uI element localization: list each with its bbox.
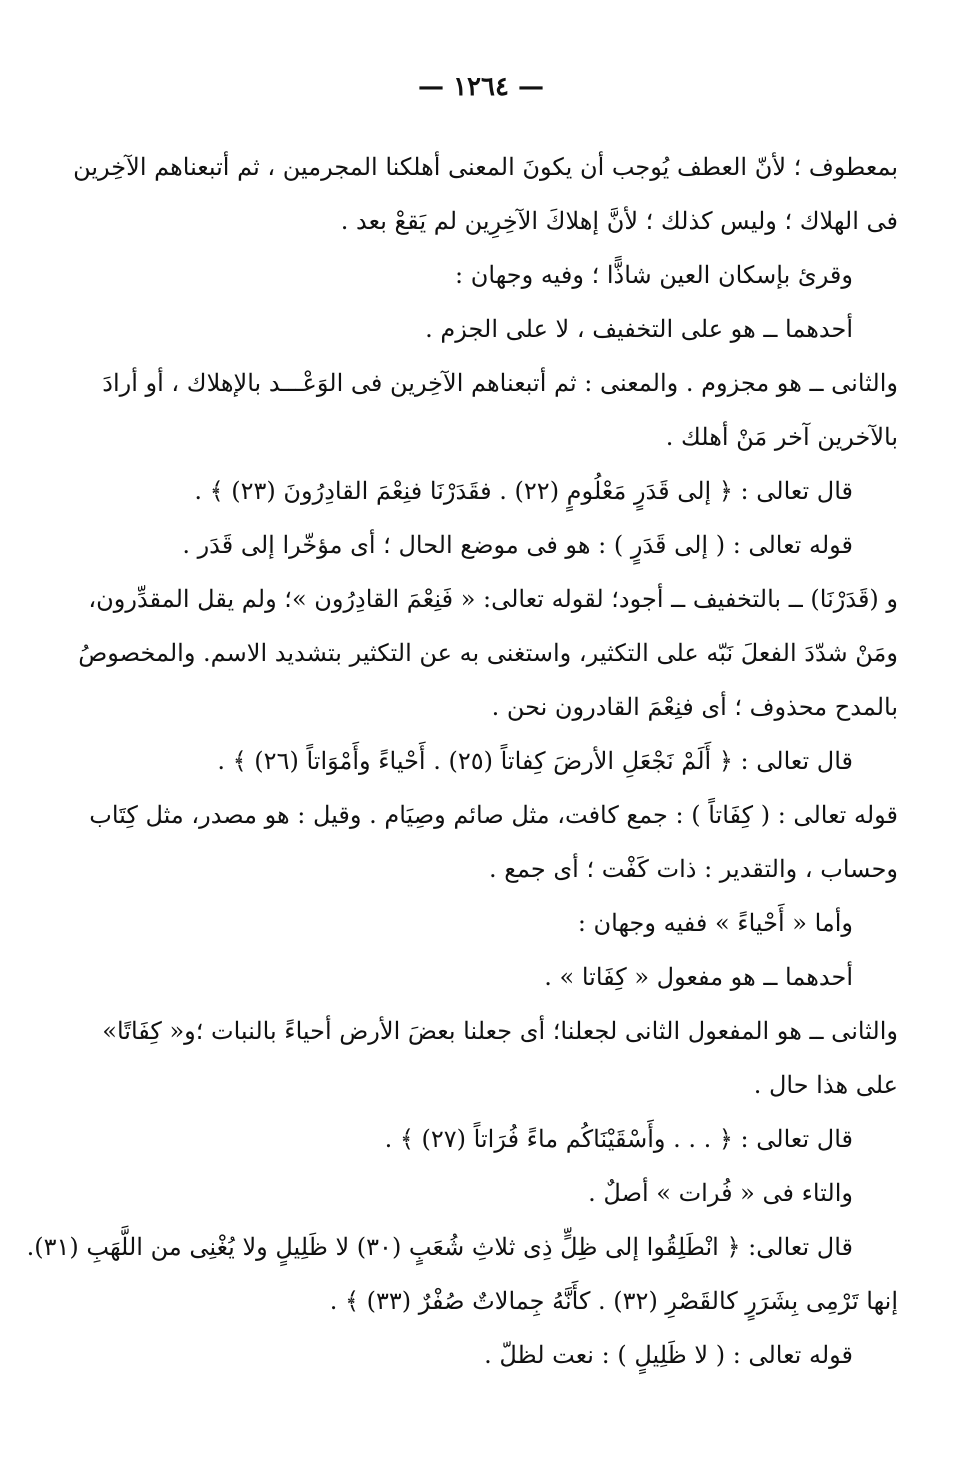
text-line-20: والتاء فى « فُرات » أصلٌ . <box>588 1179 853 1207</box>
page-number: — ١٢٦٤ — <box>418 72 544 102</box>
text-line-11: بالمدح محذوف ؛ أى فنِعْمَ القادرون نحن . <box>491 693 898 721</box>
text-line-13: قوله تعالى : ( كِفَاتاً ) : جمع كافت، مثل صائم وصِيَام . وقيل : هو مصدر، مثل كِتَاب <box>89 801 898 829</box>
quran-verse-4: قال تعالى: ﴿ انْطَلِقُوا إلى ظِلٍّ ذِى ثلاثِ شُعَبٍ (٣٠) لا ظَلِيلٍ ولا يُغْنِى من اللَّهَبِ (٣١). <box>26 1233 853 1261</box>
text-line-16: أحدهما ــ هو مفعول « كِفَاتا » . <box>544 963 853 991</box>
page-body <box>26 140 898 1382</box>
quran-verse-1: قال تعالى : ﴿ إلى قَدَرٍ مَعْلُومٍ (٢٢) . فقَدَرْنَا فنِعْمَ القادِرُونَ (٢٣) ﴾ . <box>194 477 853 505</box>
text-line-6: بالآخرين آخر مَنْ أهلك . <box>665 423 898 451</box>
text-line-5: والثانى ــ هو مجزوم . والمعنى : ثم أتبعناهم الآخِرين فى الوَعْـــد بالإهلاك ، أو أرادَ <box>102 369 898 397</box>
text-line-8: قوله تعالى : ( إلى قَدَرٍ ) : هو فى موضع الحال ؛ أى مؤخّرا إلى قَدَر . <box>182 531 853 559</box>
text-line-14: وحساب ، والتقدير : ذات كَفْت ؛ أى جمع . <box>489 855 898 883</box>
text-line-23: قوله تعالى : ( لا ظَلِيلٍ ) : نعت لظلّ . <box>484 1341 853 1369</box>
text-line-2: فى الهلاك ؛ وليس كذلك ؛ لأنَّ إهلاكَ الآخِرِين لم يَقعْ بعد . <box>340 207 898 235</box>
text-line-15: وأما « أَحْياءً » ففيه وجهان : <box>577 909 853 937</box>
text-line-1: بمعطوف ؛ لأنّ العطف يُوجب أن يكونَ المعنى أهلكنا المجرمين ، ثم أتبعناهم الآخِرين <box>73 153 898 181</box>
text-line-17: والثانى ــ هو المفعول الثانى لجعلنا؛ أى جعلنا بعضَ الأرض أحياءً بالنبات ؛و« كِفَاتًا» <box>102 1017 898 1045</box>
quran-verse-4-continued: إنها تَرْمِى بِشَرَرٍ كالقَصْرِ (٣٢) . كأَنَّهُ جِمالاتٌ صُفْرٌ (٣٣) ﴾ . <box>329 1287 898 1315</box>
quran-verse-2: قال تعالى : ﴿ أَلَمْ نَجْعَلِ الأرضَ كِفاتاً (٢٥) . أَحْياءً وأَمْوَاتاً (٢٦) ﴾ . <box>217 747 853 775</box>
text-line-4: أحدهما ــ هو على التخفيف ، لا على الجزم . <box>425 315 853 343</box>
text-line-3: وقرئ بإسكان العين شاذًّا ؛ وفيه وجهان : <box>455 261 853 289</box>
quran-verse-3: قال تعالى : ﴿ . . . وأَسْقَيْنَاكُم ماءً فُرَاتاً (٢٧) ﴾ . <box>384 1125 853 1153</box>
text-line-10: ومَنْ شدّدَ الفعلَ نَبّه على التكثير، واستغنى به عن التكثير بتشديد الاسم. والمخصوصُ <box>78 639 898 667</box>
text-line-9: و (قَدَرْنَا) ــ بالتخفيف ــ أجود؛ لقوله تعالى: « فَنِعْمَ القادِرُون »؛ ولم يقل المقدِّرون، <box>88 585 898 613</box>
text-line-18: على هذا حال . <box>753 1071 898 1099</box>
